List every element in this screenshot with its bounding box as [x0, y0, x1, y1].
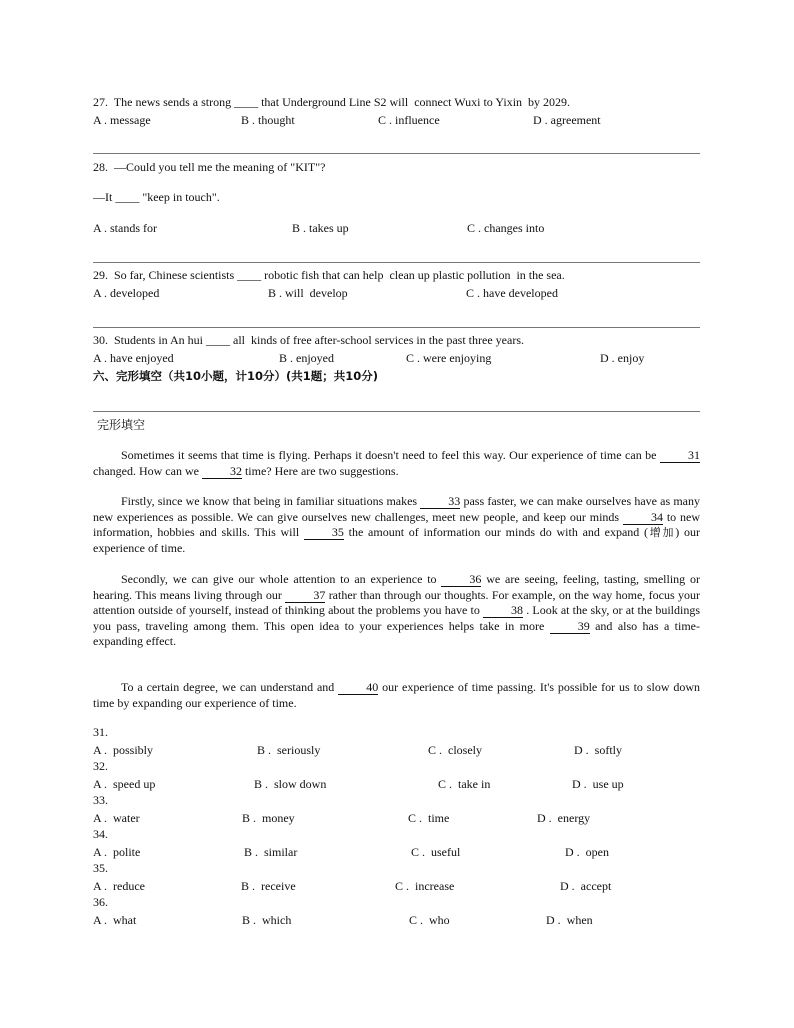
- q34-number: 34.: [93, 827, 108, 841]
- q36-option-d[interactable]: D . when: [546, 913, 593, 927]
- blank-36[interactable]: 36: [441, 573, 481, 587]
- cloze-heading: 完形填空: [97, 418, 146, 432]
- q36-option-b[interactable]: B . which: [242, 913, 292, 927]
- q28-option-b[interactable]: B . takes up: [292, 221, 349, 235]
- q33-number: 33.: [93, 793, 108, 807]
- blank-37[interactable]: 37: [285, 589, 325, 603]
- blank-32[interactable]: 32: [202, 465, 242, 479]
- q35-number: 35.: [93, 861, 108, 875]
- q35-option-d[interactable]: D . accept: [560, 879, 612, 893]
- q31-option-c[interactable]: C . closely: [428, 743, 482, 757]
- blank-34[interactable]: 34: [623, 511, 663, 525]
- q32-option-d[interactable]: D . use up: [572, 777, 624, 791]
- q35-option-b[interactable]: B . receive: [241, 879, 296, 893]
- section-title: 六、完形填空（共10小题，计10分）(共1题；共10分): [93, 369, 379, 383]
- q33-option-b[interactable]: B . money: [242, 811, 295, 825]
- q35-option-c[interactable]: C . increase: [395, 879, 455, 893]
- q29-option-b[interactable]: B . will develop: [268, 286, 348, 300]
- paragraph-text: and also has a time-expanding effect.: [93, 618, 700, 648]
- q27-option-c[interactable]: C . influence: [378, 113, 440, 127]
- q28-option-c[interactable]: C . changes into: [467, 221, 545, 235]
- q36-option-a[interactable]: A . what: [93, 913, 137, 927]
- cloze-paragraph-2: [93, 494, 700, 556]
- q32-option-a[interactable]: A . speed up: [93, 777, 156, 791]
- divider: [93, 153, 700, 154]
- paragraph-text: Secondly, we can give our whole attention to an experience to: [121, 572, 437, 586]
- q34-option-a[interactable]: A . polite: [93, 845, 141, 859]
- q27-stem: 27. The news sends a strong ____ that Underground Line S2 will connect Wuxi to Yixin by 2029.: [93, 95, 571, 109]
- q34-option-b[interactable]: B . similar: [244, 845, 298, 859]
- paragraph-text: to new information, hobbies and skills. This will: [93, 509, 701, 539]
- paragraph-text: time? Here are two suggestions.: [244, 463, 399, 478]
- paragraph-text: To a certain degree, we can understand and: [121, 680, 335, 694]
- paragraph-cjk-text: 增加: [648, 526, 676, 539]
- paragraph-text: we are seeing, feeling, tasting, smelling or hearing. This means living through our: [93, 572, 700, 602]
- q31-number: 31.: [93, 725, 108, 739]
- q29-stem: 29. So far, Chinese scientists ____ robotic fish that can help clean up plastic pollution in the sea.: [93, 268, 565, 282]
- cloze-paragraph-4: [93, 680, 700, 711]
- q28-stem: 28. —Could you tell me the meaning of "KIT"?: [93, 160, 326, 174]
- q36-option-c[interactable]: C . who: [409, 913, 450, 927]
- paragraph-text: ) our experience of time.: [93, 525, 701, 555]
- q27-option-b[interactable]: B . thought: [241, 113, 295, 127]
- q27-option-a[interactable]: A . message: [93, 113, 151, 127]
- q28-stem-reply: —It ____ "keep in touch".: [93, 190, 220, 204]
- q30-option-b[interactable]: B . enjoyed: [279, 351, 334, 365]
- q31-option-a[interactable]: A . possibly: [93, 743, 154, 757]
- q32-number: 32.: [93, 759, 108, 773]
- q30-stem: 30. Students in An hui ____ all kinds of free after-school services in the past three years.: [93, 333, 524, 347]
- q30-option-a[interactable]: A . have enjoyed: [93, 351, 174, 365]
- blank-38[interactable]: 38: [483, 604, 523, 618]
- q29-option-a[interactable]: A . developed: [93, 286, 160, 300]
- q34-option-c[interactable]: C . useful: [411, 845, 461, 859]
- q30-option-d[interactable]: D . enjoy: [600, 351, 645, 365]
- blank-35[interactable]: 35: [304, 526, 344, 540]
- q27-option-d[interactable]: D . agreement: [533, 113, 601, 127]
- blank-31[interactable]: 31: [660, 449, 700, 463]
- q35-option-a[interactable]: A . reduce: [93, 879, 145, 893]
- blank-39[interactable]: 39: [550, 620, 590, 634]
- q32-option-c[interactable]: C . take in: [438, 777, 491, 791]
- cloze-paragraph-3: [93, 572, 700, 650]
- paragraph-text: Sometimes it seems that time is flying. Perhaps it doesn't need to feel this way. Our experience of time can be: [121, 448, 657, 462]
- q33-option-d[interactable]: D . energy: [537, 811, 591, 825]
- blank-33[interactable]: 33: [420, 495, 460, 509]
- cloze-paragraph-1: [93, 448, 700, 479]
- divider: [93, 262, 700, 263]
- paragraph-text: rather than through our thoughts. For example, on the way home, focus your attention outside of yourself, instead of thinking about the problems you have to: [93, 587, 701, 617]
- paragraph-text: our experience of time passing. It's possible for us to slow down time by expanding our experience of time.: [93, 680, 701, 710]
- paragraph-text: Firstly, since we know that being in familiar situations makes: [121, 494, 418, 508]
- q34-option-d[interactable]: D . open: [565, 845, 609, 859]
- q28-option-a[interactable]: A . stands for: [93, 221, 157, 235]
- blank-40[interactable]: 40: [338, 681, 378, 695]
- paragraph-text: pass faster, we can make ourselves have as many new experiences as possible. We can give ourselves new challenges, meet new people, and keep our minds: [93, 494, 701, 524]
- q33-option-c[interactable]: C . time: [408, 811, 450, 825]
- q36-number: 36.: [93, 895, 108, 909]
- paragraph-text: changed. How can we: [93, 463, 199, 478]
- q30-option-c[interactable]: C . were enjoying: [406, 351, 492, 365]
- paragraph-text: the amount of information our minds do with and expand (: [348, 525, 649, 539]
- paragraph-text: . Look at the sky, or at the buildings you pass, traveling among them. This open idea to your experiences helps take in more: [93, 603, 701, 633]
- q32-option-b[interactable]: B . slow down: [254, 777, 327, 791]
- q31-option-d[interactable]: D . softly: [574, 743, 622, 757]
- q29-option-c[interactable]: C . have developed: [466, 286, 558, 300]
- divider: [93, 327, 700, 328]
- q31-option-b[interactable]: B . seriously: [257, 743, 321, 757]
- divider: [93, 411, 700, 412]
- q33-option-a[interactable]: A . water: [93, 811, 140, 825]
